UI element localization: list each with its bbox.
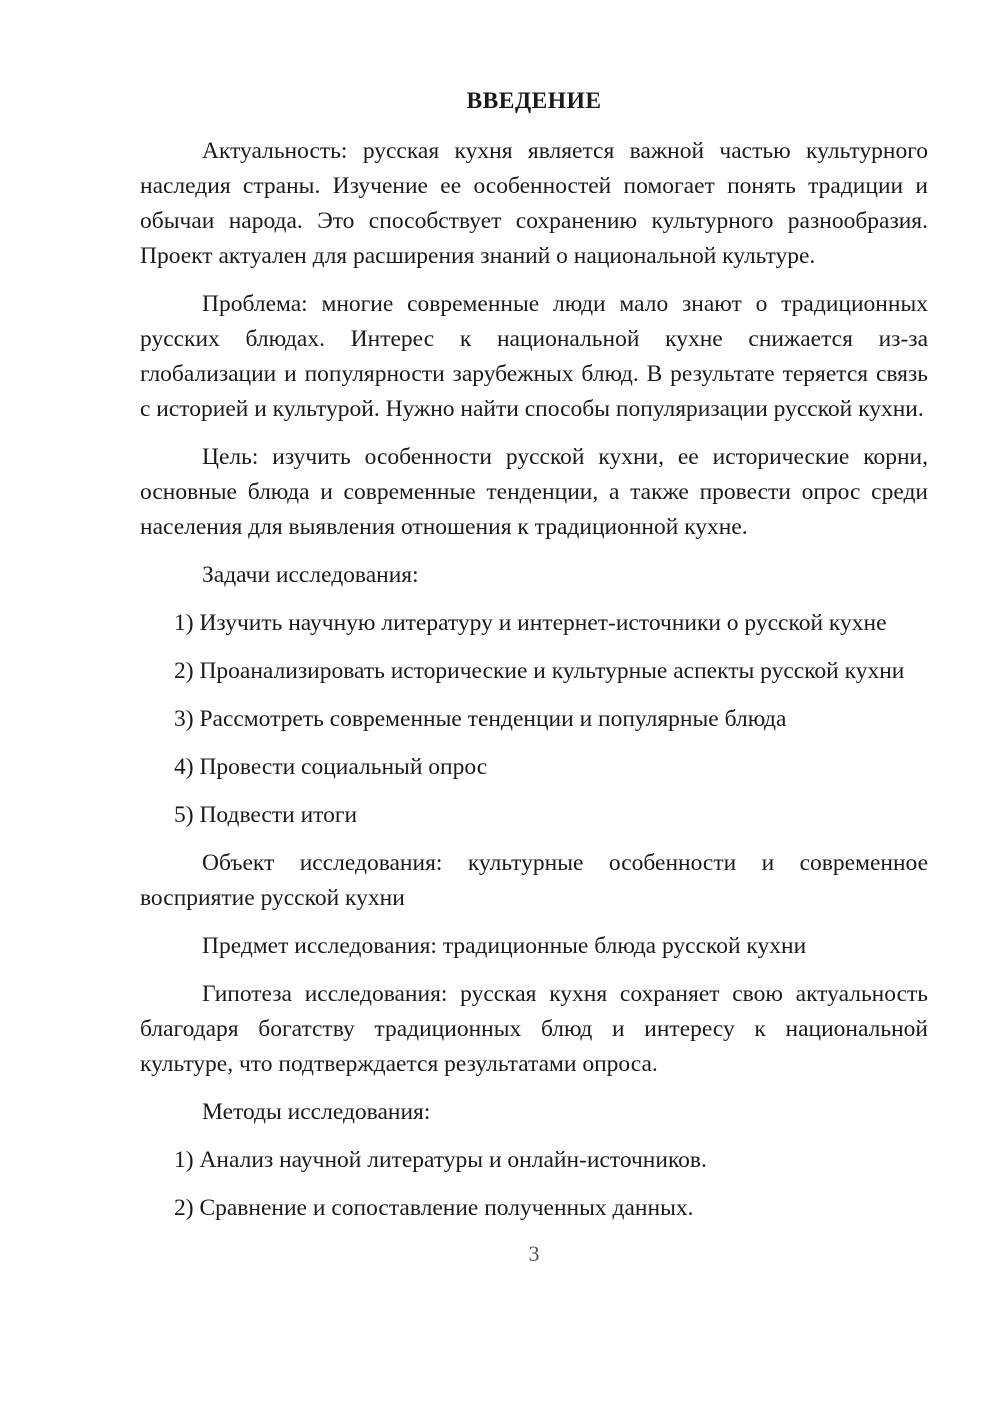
paragraph-hypothesis: Гипотеза исследования: русская кухня сохраняет свою актуальность благодаря богатству традиционных блюд и интересу к национальной культуре, что подтверждается результатами опроса. <box>140 981 928 1077</box>
section-title: ВВЕДЕНИЕ <box>466 88 602 114</box>
paragraph-research-subject: Предмет исследования: традиционные блюда русской кухни <box>202 933 807 959</box>
page-number: 3 <box>528 1241 540 1266</box>
task-item-2: 2) Проанализировать исторические и культурные аспекты русской кухни <box>174 658 905 684</box>
method-item-2: 2) Сравнение и сопоставление полученных данных. <box>174 1195 694 1221</box>
task-item-3: 3) Рассмотреть современные тенденции и популярные блюда <box>174 706 787 732</box>
task-item-4: 4) Провести социальный опрос <box>174 754 488 780</box>
paragraph-tasks-heading: Задачи исследования: <box>202 562 419 588</box>
method-item-1: 1) Анализ научной литературы и онлайн-источников. <box>174 1147 707 1173</box>
paragraph-methods-heading: Методы исследования: <box>202 1099 431 1125</box>
task-item-5: 5) Подвести итоги <box>174 802 358 828</box>
paragraph-relevance: Актуальность: русская кухня является важной частью культурного наследия страны. Изучение ее особенностей помогает понять традиции и обычаи народа. Это способствует сохранению культурного разнообразия. Проект актуален для расширения знаний о национальной культуре. <box>140 138 928 269</box>
task-item-1: 1) Изучить научную литературу и интернет-источники о русской кухне <box>174 610 887 636</box>
paragraph-problem: Проблема: многие современные люди мало знают о традиционных русских блюдах. Интерес к национальной кухне снижается из-за глобализации и популярности зарубежных блюд. В результате теряется связь с историей и культурой. Нужно найти способы популяризации русской кухни. <box>140 291 928 422</box>
paragraph-research-object: Объект исследования: культурные особенности и современное восприятие русской кухни <box>140 850 928 911</box>
paragraph-goal: Цель: изучить особенности русской кухни, ее исторические корни, основные блюда и современные тенденции, а также провести опрос среди населения для выявления отношения к традиционной кухне. <box>140 444 928 540</box>
